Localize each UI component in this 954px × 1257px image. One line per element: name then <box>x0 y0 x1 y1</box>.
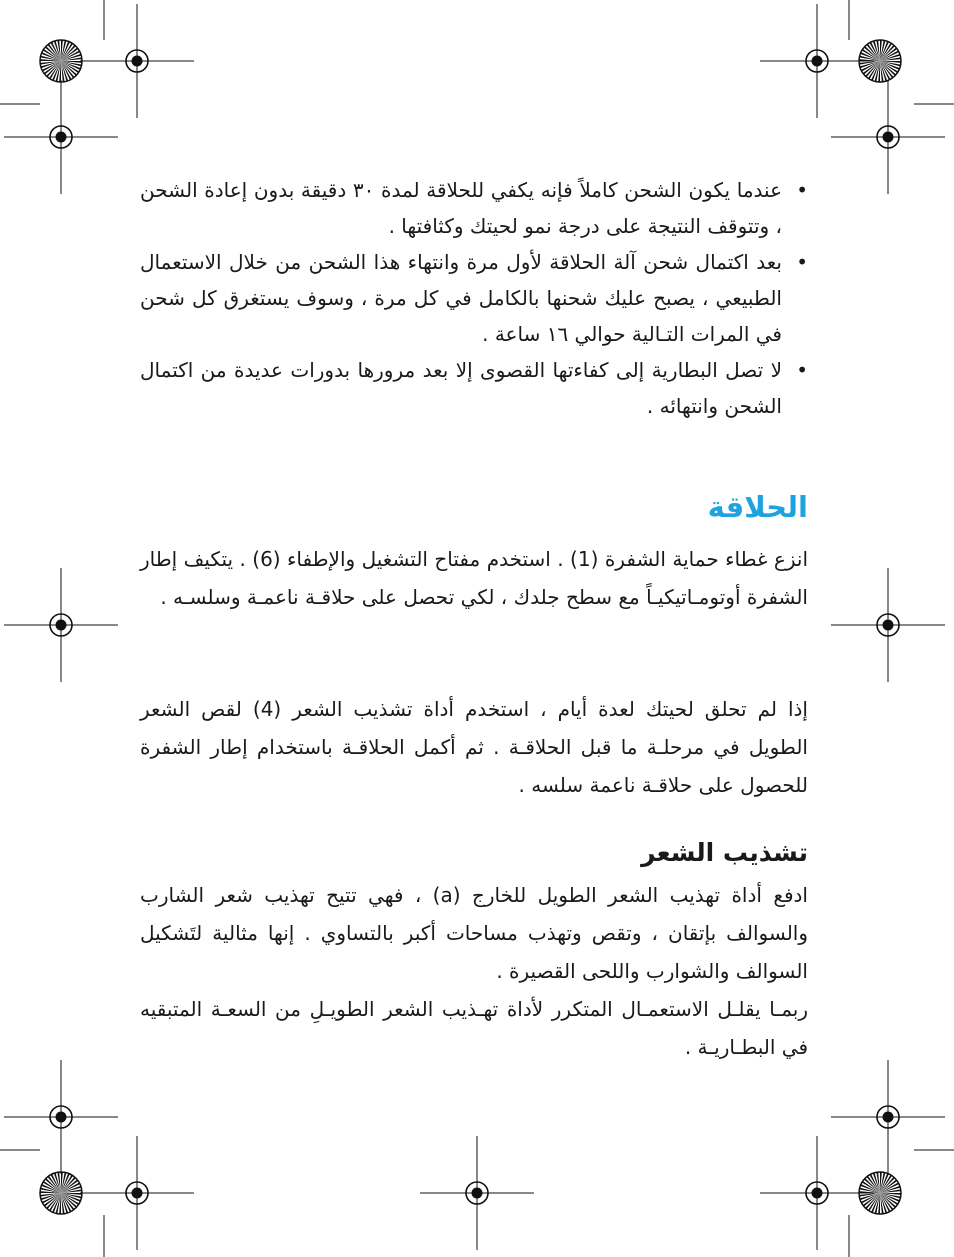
shaving-heading: الحلاقة <box>707 490 808 524</box>
bullet-dot: • <box>796 250 808 274</box>
bullet-text: لا تصل البطارية إلى كفاءتها القصوى إلا بعد مرورها بدورات عديدة من اكتمال الشحن وانتهائه . <box>140 358 782 418</box>
crosshair-dot <box>132 56 143 67</box>
crosshair-dot <box>132 1188 143 1199</box>
trimming-heading: تشذيب الشعر <box>641 838 808 867</box>
crosshair-dot <box>883 1112 894 1123</box>
crosshair-dot <box>812 56 823 67</box>
crosshair-dot <box>56 1112 67 1123</box>
crosshair-dot <box>56 620 67 631</box>
bullet-item <box>140 244 808 352</box>
bullet-item <box>140 352 808 424</box>
bullet-dot: • <box>796 178 808 202</box>
bullet-item <box>140 172 808 244</box>
bullet-dot: • <box>796 358 808 382</box>
bullet-text: عندما يكون الشحن كاملاً فإنه يكفي للحلاقة لمدة ٣٠ دقيقة بدون إعادة الشحن ، وتتوقف النتيجة على درجة نمو لحيتك وكثافتها . <box>140 178 783 238</box>
crosshair-dot <box>883 620 894 631</box>
shaving-paragraph-2: إذا لم تحلق لحيتك لعدة أيام ، استخدم أداة تشذيب الشعر (4) لقص الشعر الطويل في مرحلـة ما قبل الحلاقـة . ثم أكمل الحلاقـة باستخدام إطار الشفرة للحصول على حلاقـة ناعمة سلسه . <box>140 697 808 797</box>
crosshair-dot <box>883 132 894 143</box>
crosshair-dot <box>472 1188 483 1199</box>
crosshair-dot <box>56 132 67 143</box>
crosshair-dot <box>812 1188 823 1199</box>
bullet-text: بعد اكتمال شحن آلة الحلاقة لأول مرة وانتهاء هذا الشحن من خلال الاستعمال الطبيعي ، يصبح عليك شحنها بالكامل في كل مرة ، وسوف يستغرق كل شحن في المرات التـالية حوالي ١٦ ساعة . <box>140 250 782 346</box>
battery-notes-list <box>140 172 808 424</box>
shaving-paragraph-1: انزع غطاء حماية الشفرة (1) . استخدم مفتاح التشغيل والإطفاء (6) . يتكيف إطار الشفرة أوتومـاتيكيـاً مع سطح جلدك ، لكي تحصل على حلاقـة ناعمـة وسلسـه . <box>140 547 808 609</box>
trimming-paragraph-1: ادفع أداة تهذيب الشعر الطويل للخارج (a) ، فهي تتيح تهذيب شعر الشارب والسوالف بإتقان ، وتقص وتهذب مساحات أكبر بالتساوي . إنها مثالية لتَشكيل السوالف والشوارب واللحى القصيرة . <box>140 883 808 983</box>
trimming-paragraph-2: ربمـا يقلـل الاستعمـال المتكرر لأداة تهـذيب الشعر الطويـلِ من السعـة المتبقيه في البطـاريـة . <box>140 997 808 1059</box>
